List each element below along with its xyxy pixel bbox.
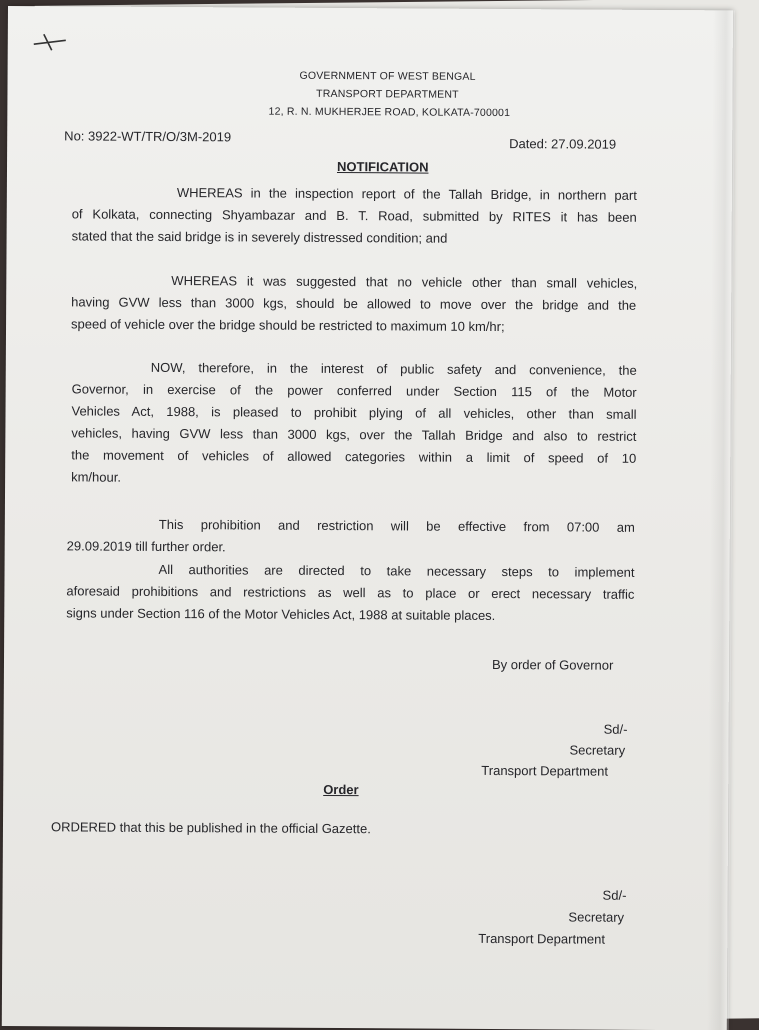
p2-line-2: having GVW less than 3000 kgs, should be allowed to move over the bridge and the [71,294,637,313]
document-page [2,6,733,1030]
order-title: Order [323,781,359,798]
p4-line-1: This prohibition and restriction will be effective from 07:00 am [158,516,635,535]
p3-line-1: NOW, therefore, in the interest of public safety and convenience, the [150,359,637,378]
memo-date: Dated: 27.09.2019 [509,136,617,152]
p1-line-3: stated that the said bridge is in severely distressed condition; and [71,228,448,246]
p2-line-1: WHEREAS it was suggested that no vehicle other than small vehicles, [171,273,638,291]
notification-title: NOTIFICATION [336,159,429,175]
header-address: 12, R. N. MUKHERJEE ROAD, KOLKATA-700001 [268,105,511,120]
p5-line-1: All authorities are directed to take necessary steps to implement [158,561,635,580]
p1-line-2: of Kolkata, connecting Shyambazar and B. T. Road, submitted by RITES it has been [71,206,637,225]
memo-number: No: 3922-WT/TR/O/3M-2019 [64,128,232,145]
by-order-of-governor: By order of Governor [491,656,614,673]
signature1-designation: Secretary [569,742,626,758]
pen-mark-icon [30,30,70,54]
p3-line-3: Vehicles Act, 1988, is pleased to prohibit plying of all vehicles, other than small [71,403,637,422]
p2-line-3: speed of vehicle over the bridge should be restricted to maximum 10 km/hr; [71,316,505,335]
p3-line-2: Governor, in exercise of the power conferred under Section 115 of the Motor [71,381,637,400]
signature2-sd: Sd/- [602,887,627,903]
signature2-designation: Secretary [568,909,625,925]
signature1-department: Transport Department [481,762,609,779]
p3-line-6: km/hour. [71,469,122,485]
p3-line-4: vehicles, having GVW less than 3000 kgs, over the Tallah Bridge and also to restrict [71,425,637,444]
p1-line-1: WHEREAS in the inspection report of the Tallah Bridge, in northern part [176,185,637,203]
p3-line-5: the movement of vehicles of allowed categories within a limit of speed of 10 [71,447,637,466]
p5-line-3: signs under Section 116 of the Motor Vehicles Act, 1988 at suitable places. [66,605,496,623]
order-text: ORDERED that this be published in the official Gazette. [50,819,371,837]
header-government: GOVERNMENT OF WEST BENGAL [299,69,476,83]
signature1-sd: Sd/- [603,721,628,737]
p4-line-2: 29.09.2019 till further order. [66,538,226,555]
header-department: TRANSPORT DEPARTMENT [316,87,459,101]
signature2-department: Transport Department [478,930,606,947]
p5-line-2: aforesaid prohibitions and restrictions as well as to place or erect necessary traffic [66,583,635,602]
